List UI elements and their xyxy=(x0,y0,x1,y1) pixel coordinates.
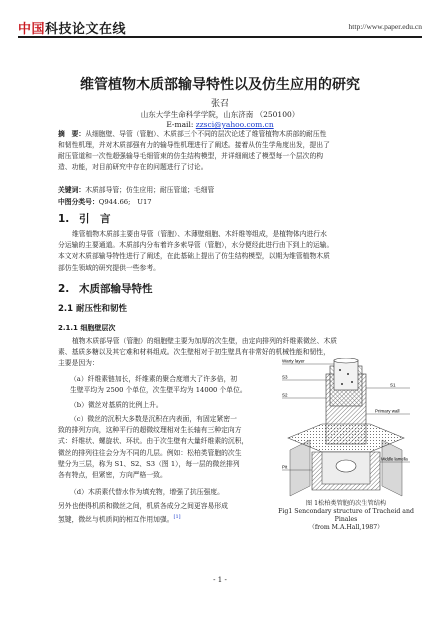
keywords-label: 关键词： xyxy=(58,186,86,194)
email-line xyxy=(0,120,440,129)
caption-source: （from M.A.Hall,1987） xyxy=(308,524,384,531)
para-line: （b）微丝对基质的比例上升。 xyxy=(70,401,163,409)
header-rule xyxy=(18,36,422,38)
para-line: 各有特点，但紧密，方向严格一致。 xyxy=(58,471,167,480)
section-title: 木质部输导特性 xyxy=(78,283,153,295)
abstract-line: 和韧性机理，并对木质部强有力的输导性机理进行了阐述。接着从仿生学角度出发，提出了 xyxy=(58,141,330,149)
classification-text: Q944.66; U17 xyxy=(98,198,152,206)
para-line: （d）木质素代替水作为填充物，增强了抗压强度。 xyxy=(70,488,224,496)
figure-label: Pit xyxy=(282,464,288,470)
intro-paragraph xyxy=(58,229,388,274)
para-line: 主要是因为： xyxy=(58,359,99,368)
para-line: 素、基质多糖以及其它难和材料组成。次生壁相对于初生壁具有非常好的机械性能和韧性， xyxy=(58,348,330,357)
tail-paragraph xyxy=(58,501,280,526)
journal-url[interactable]: http://www.paper.edu.cn xyxy=(348,22,422,31)
journal-logo xyxy=(18,18,126,37)
subsection-heading-2-1: 2.1 耐压性和韧性 xyxy=(58,304,128,314)
caption-en: Fig1 Sencondary structure of Tracheid and xyxy=(278,508,414,515)
classification-label: 中图分类号： xyxy=(58,198,99,206)
abstract-line: 造、功能，对目前研究中存在的问题进行了讨论。 xyxy=(58,163,208,171)
paper-title: 维管植物木质部输导特性以及仿生应用的研究 xyxy=(80,77,360,93)
para-line: 植物木质部导管（管胞）的细胞壁主要为加厚的次生壁，由定向排列的纤维素微丝、木质 xyxy=(72,337,338,345)
figure-label: Primary wall xyxy=(375,408,400,414)
logo-rest: 科技论文在线 xyxy=(45,22,127,37)
section-number: 2. xyxy=(58,283,70,295)
para-line: 本文对木质部输导特性进行了阐述，在此基础上提出了仿生结构模型，以期为维管植物木质 xyxy=(58,252,330,261)
figure-label: Middle lamella xyxy=(381,456,408,462)
author: 张召 xyxy=(210,99,229,109)
page-number: - 1 - xyxy=(213,576,227,584)
para-line: 氢键，微丝与机质间的相互作用加强。 xyxy=(58,515,174,524)
affiliation: 山东大学生命科学学院，山东济南 （250100） xyxy=(140,110,300,119)
para-line: （c）微丝的沉积大多数是沉积在内表面，有固定紧密一 xyxy=(70,415,237,423)
para-line: 生壁平均为 2500 个单位，次生壁平均为 14000 个单位。 xyxy=(70,386,247,395)
section-heading-1 xyxy=(58,211,110,226)
para-line: 致的排列方向，这种平行的超微纹理相对生长轴有三种定向方 xyxy=(58,426,242,435)
abstract-line: 从细胞壁、导管（管胞）、木质部三个不同的层次论述了维管植物木质部的耐压性 xyxy=(85,130,327,138)
figure-label: S3 xyxy=(282,374,288,380)
tracheid-illustration xyxy=(282,358,410,498)
list-item-c xyxy=(58,414,280,481)
abstract-label: 摘 要： xyxy=(58,130,86,138)
para-line: 分运输的主要通道。木质部内分布着许多索导管（管胞），水分便经此进行由下到上的运输。 xyxy=(58,241,334,250)
logo-cn: 中国 xyxy=(18,22,46,37)
caption-en: Pinales xyxy=(334,516,358,523)
section-number: 1. xyxy=(58,213,70,225)
figure-label: Warty layer xyxy=(282,358,305,364)
email-link[interactable]: zzsci@yahoo.com.cn xyxy=(195,120,274,129)
para-line: （a）纤维素链加长，纤维素的聚合度增大了许多倍，初 xyxy=(70,375,238,383)
para-line: 部仿生领域的研究提供一些参考。 xyxy=(58,263,160,272)
para-line: 另外也使得机质和微丝之间，机质各成分之间更容易形成 xyxy=(58,502,228,510)
email-label: E-mail: xyxy=(166,120,194,129)
figure-label: S2 xyxy=(282,392,288,398)
citation-ref[interactable]: [1] xyxy=(173,514,181,521)
list-item-a xyxy=(70,374,278,396)
para-line: 维管植物木质部主要由导管（管胞）、木薄壁细胞、木纤维等组成，是植物体内进行水 xyxy=(72,230,327,238)
para-line: 壁分为三层，称为 S1、S2、S3（图 1），每一层的微丝排列 xyxy=(58,459,240,468)
list-item-d xyxy=(70,487,278,498)
section-heading-2 xyxy=(58,281,152,296)
caption-cn: 图 1松柏类管胞的次生管结构 xyxy=(305,500,387,507)
figure-caption xyxy=(272,500,420,532)
figure-label: S1 xyxy=(390,382,396,388)
abstract-line: 耐压管道和一次性超强输导毛细管束的仿生结构模型，并详细阐述了模型每一个层次的构 xyxy=(58,152,324,160)
tracheid-figure xyxy=(282,358,410,498)
classification xyxy=(58,196,388,206)
section-title: 引 言 xyxy=(78,213,111,225)
para-line: 微丝的排列往往会分为不同的几层。例如：松柏类管胞的次生 xyxy=(58,448,242,457)
list-item-b xyxy=(70,400,278,411)
keywords-text: 木质部导管；仿生应用；耐压管道；毛细管 xyxy=(85,186,215,194)
subsection-heading-2-1-1: 2.1.1 细胞壁层次 xyxy=(58,324,116,332)
abstract xyxy=(58,129,388,173)
keywords xyxy=(58,184,388,194)
para-line: 式：纤维状、螺旋状、环状。由于次生壁有大量纤维素的沉积， xyxy=(58,437,249,446)
